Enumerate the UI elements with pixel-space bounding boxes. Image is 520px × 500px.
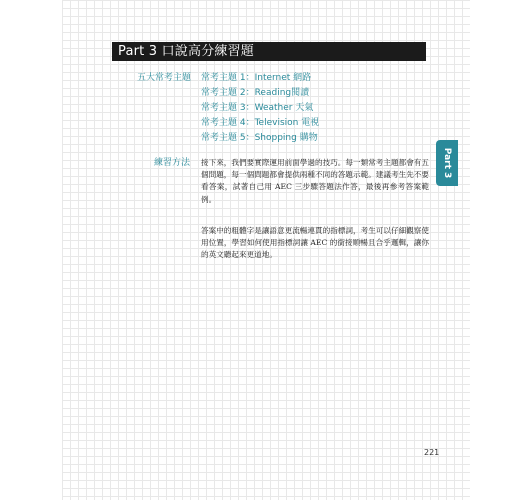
method-paragraph: 接下來，我們要實際運用前面學過的技巧。每一類常考主題都會有五個問題，每一個問題都會提供兩種不同的答題示範。建議考生先不要看答案，試著自己用 AEC 三步驟答題法作答，最後再參考答案範例。 bbox=[201, 158, 429, 204]
part-side-tab bbox=[436, 140, 458, 186]
side-tab-label: Part 3 bbox=[442, 147, 452, 179]
topic-item: 常考主題 5：Shopping 購物 bbox=[201, 133, 318, 143]
topic-item: 常考主題 2：Reading閱讀 bbox=[201, 88, 310, 98]
method-paragraph: 答案中的粗體字是讓語意更流暢連貫的指標詞，考生可以仔細觀察使用位置，學習如何使用指標詞讓 AEC 的銜接順暢且合乎邏輯，讓你的英文聽起來更道地。 bbox=[201, 226, 429, 260]
topic-item: 常考主題 1：Internet 網路 bbox=[201, 73, 312, 83]
method-label: 練習方法 bbox=[154, 158, 191, 168]
topics-label: 五大常考主題 bbox=[137, 73, 192, 83]
topic-item: 常考主題 4：Television 電視 bbox=[201, 118, 320, 128]
page-number: 221 bbox=[424, 448, 440, 457]
topic-list bbox=[201, 71, 319, 146]
page-title: Part 3 口說高分練習題 bbox=[112, 42, 426, 61]
topic-item: 常考主題 3：Weather 天氣 bbox=[201, 103, 314, 113]
